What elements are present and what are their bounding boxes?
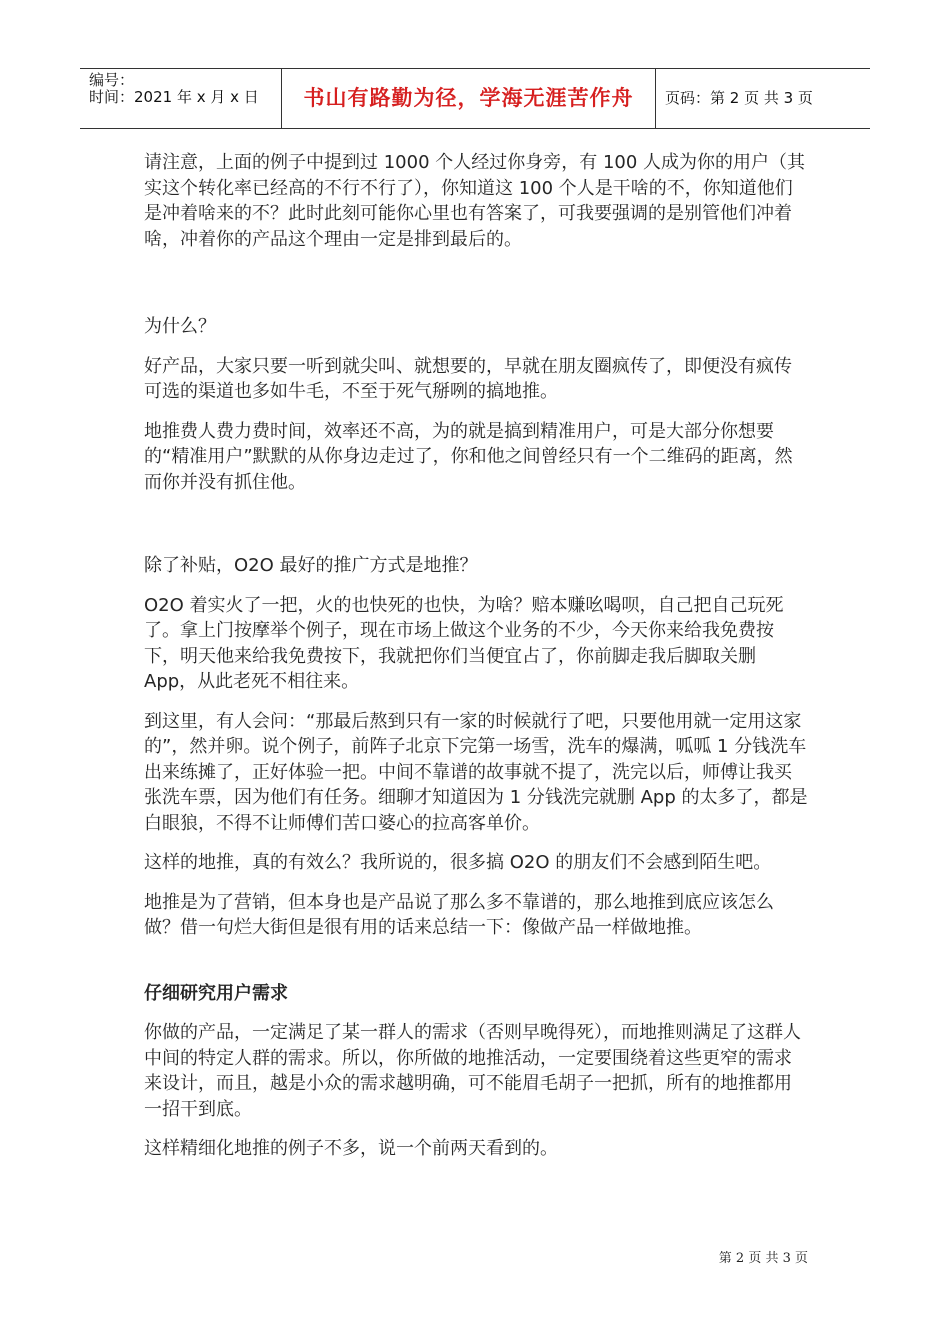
paragraph: 你做的产品，一定满足了某一群人的需求（否则早晚得死），而地推则满足了这群人中间的特定人群的需求。所以，你所做的地推活动，一定要围绕着这些更窄的需求来设计，而且，越是小众的需求越明确，可不能眉毛胡子一把抓，所有的地推都用一招干到底。 — [144, 1022, 801, 1120]
header-meta — [89, 72, 259, 106]
paragraph: 这样的地推，真的有效么？我所说的，很多搞 O2O 的朋友们不会感到陌生吧。 — [144, 852, 772, 873]
document-number-label: 编号： — [89, 71, 135, 89]
document-body — [144, 150, 809, 1162]
header-divider — [655, 69, 656, 128]
paragraph: O2O 着实火了一把，火的也快死的也快，为啥？赔本赚吆喝呗，自己把自己玩死了。拿上门按摩举个例子，现在市场上做这个业务的不少，今天你来给我免费按下，明天他来给我免费按下，我就把你们当便宜占了，你前脚走我后脚取关删 App，从此老死不相往来。 — [144, 594, 784, 692]
paragraph: 到这里，有人会问：“那最后熬到只有一家的时候就行了吧，只要他用就一定用这家的”，然并卵。说个例子，前阵子北京下完第一场雪，洗车的爆满，呱呱 1 分钱洗车出来练摊了，正好体验一把。中间不靠谱的故事就不提了，洗完以后，师傅让我买张洗车票，因为他们有任务。细聊才知道因为 1 分钱洗完就删 App 的太多了，都是白眼狼，不得不让师傅们苦口婆心的拉高客单价。 — [144, 710, 808, 834]
paragraph: 为什么？ — [144, 316, 216, 337]
paragraph: 除了补贴，O2O 最好的推广方式是地推？ — [144, 555, 478, 576]
page-footer: 第 2 页 共 3 页 — [718, 1251, 808, 1266]
page-header — [80, 68, 870, 129]
paragraph: 请注意，上面的例子中提到过 1000 个人经过你身旁，有 100 人成为你的用户（其实这个转化率已经高的不行不行了），你知道这 100 个人是干啥的不，你知道他们是冲着啥来的不？此时此刻可能你心里也有答案了，可我要强调的是别管他们冲着啥，冲着你的产品这个理由一定是排到最后的。 — [144, 152, 806, 250]
paragraph: 地推费人费力费时间，效率还不高，为的就是搞到精准用户，可是大部分你想要的“精准用户”默默的从你身边走过了，你和他之间曾经只有一个二维码的距离，然而你并没有抓住他。 — [144, 420, 793, 493]
paragraph: 好产品，大家只要一听到就尖叫、就想要的，早就在朋友圈疯传了，即便没有疯传可选的渠道也多如牛毛，不至于死气掰咧的搞地推。 — [144, 355, 792, 402]
paragraph: 这样精细化地推的例子不多，说一个前两天看到的。 — [144, 1138, 558, 1159]
header-motto: 书山有路勤为径，学海无涯苦作舟 — [303, 86, 634, 110]
document-date-label: 时间：2021 年 x 月 x 日 — [89, 88, 259, 106]
header-page-number: 页码：第 2 页 共 3 页 — [665, 89, 813, 107]
section-heading: 仔细研究用户需求 — [144, 982, 288, 1004]
paragraph: 地推是为了营销，但本身也是产品说了那么多不靠谱的，那么地推到底应该怎么做？借一句烂大街但是很有用的话来总结一下：像做产品一样做地推。 — [144, 891, 774, 938]
